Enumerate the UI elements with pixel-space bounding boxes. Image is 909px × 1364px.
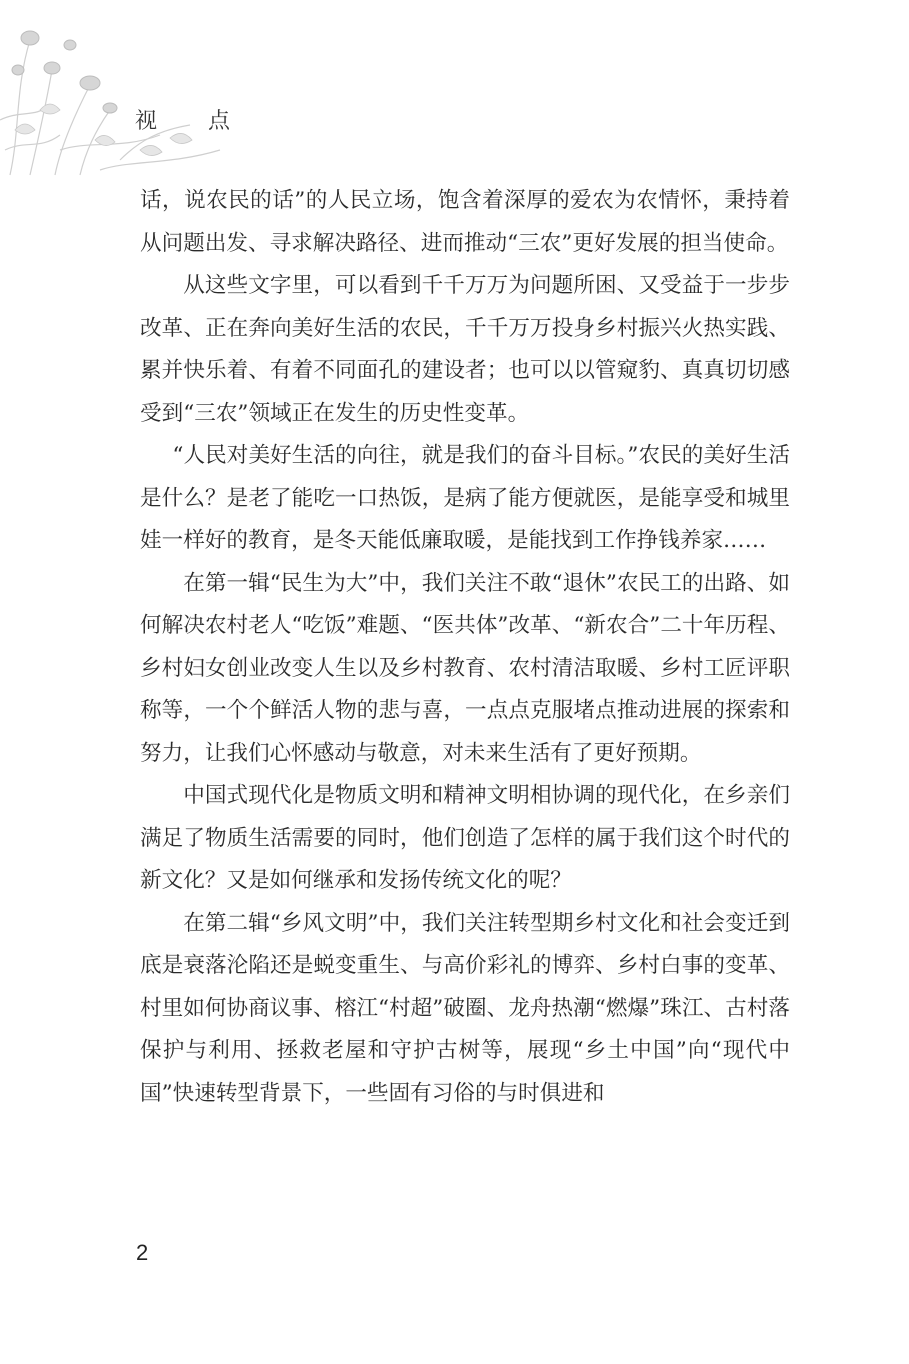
article-body [140, 180, 790, 1115]
paragraph: 在第二辑“乡风文明”中，我们关注转型期乡村文化和社会变迁到底是衰落沦陷还是蜕变重生、与高价彩礼的博弈、乡村白事的变革、村里如何协商议事、榕江“村超”破圈、龙舟热潮“燃爆”珠江、古村落保护与利用、拯救老屋和守护古树等，展现“乡土中国”向“现代中国”快速转型背景下，一些固有习俗的与时俱进和 [140, 910, 790, 1106]
paragraph: 在第一辑“民生为大”中，我们关注不敢“退休”农民工的出路、如何解决农村老人“吃饭”难题、“医共体”改革、“新农合”二十年历程、乡村妇女创业改变人生以及乡村教育、农村清洁取暖、乡村工匠评职称等，一个个鲜活人物的悲与喜，一点点克服堵点推动进展的探索和努力，让我们心怀感动与敬意，对未来生活有了更好预期。 [140, 570, 790, 766]
paragraph: 中国式现代化是物质文明和精神文明相协调的现代化，在乡亲们满足了物质生活需要的同时，他们创造了怎样的属于我们这个时代的新文化？又是如何继承和发扬传统文化的呢？ [140, 783, 790, 893]
paragraph: 话，说农民的话”的人民立场，饱含着深厚的爱农为农情怀，秉持着从问题出发、寻求解决路径、进而推动“三农”更好发展的担当使命。 [140, 188, 790, 256]
paragraph: 从这些文字里，可以看到千千万万为问题所困、又受益于一步步改革、正在奔向美好生活的农民，千千万万投身乡村振兴火热实践、累并快乐着、有着不同面孔的建设者；也可以以管窥豹、真真切切感受到“三农”领域正在发生的历史性变革。 [140, 273, 790, 426]
section-title: 视 点 [135, 109, 252, 134]
page-number: 2 [136, 1240, 149, 1265]
floral-sketch-icon [0, 0, 230, 180]
paragraph: “人民对美好生活的向往，就是我们的奋斗目标。”农民的美好生活是什么？是老了能吃一口热饭，是病了能方便就医，是能享受和城里娃一样好的教育，是冬天能低廉取暖，是能找到工作挣钱养家…… [140, 443, 790, 553]
